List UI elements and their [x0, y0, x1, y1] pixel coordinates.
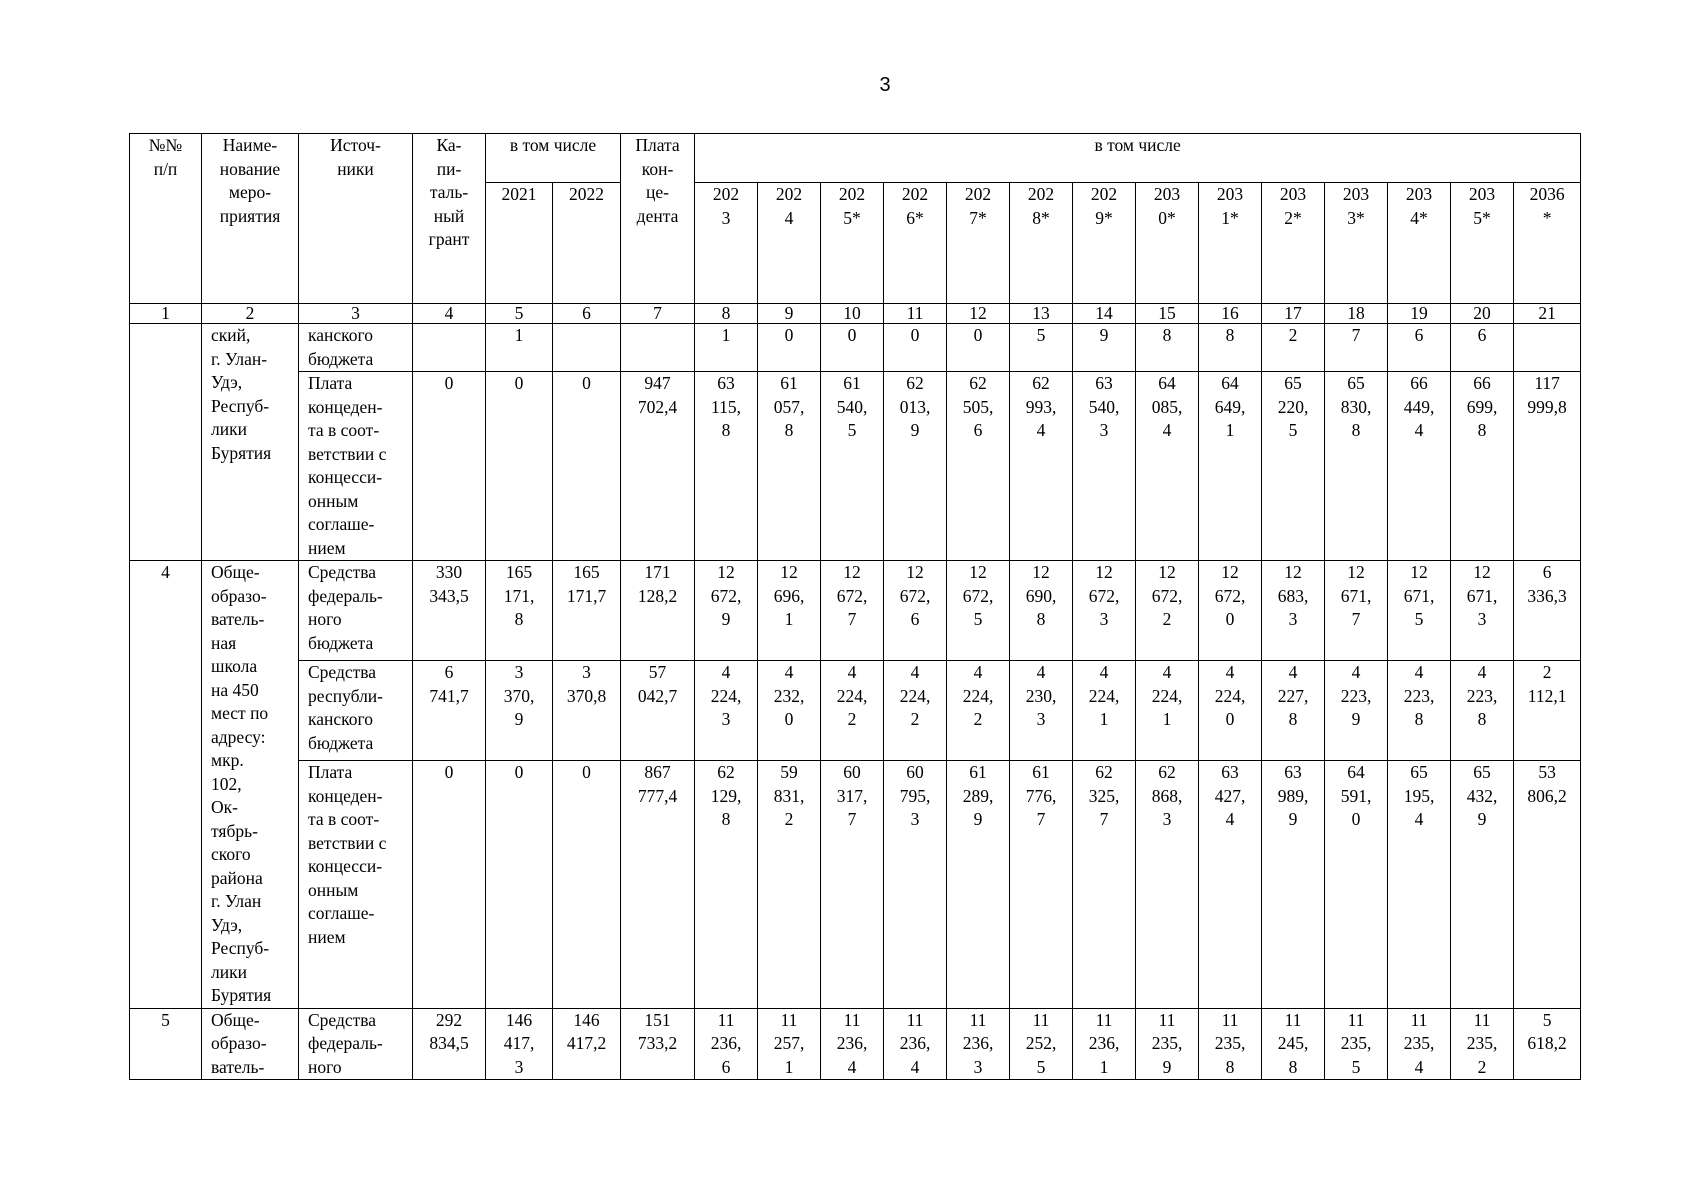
value-cell: 6 — [1388, 324, 1451, 372]
header-year: 203 5* — [1451, 183, 1514, 304]
table-row — [130, 661, 1581, 761]
value-cell: 59 831, 2 — [758, 761, 821, 1008]
value-cell: 63 427, 4 — [1199, 761, 1262, 1008]
funding-source: Средства федераль- ного — [299, 1008, 413, 1080]
value-cell: 12 671, 3 — [1451, 561, 1514, 661]
value-cell: 3 370,8 — [553, 661, 621, 761]
value-cell: 292 834,5 — [413, 1008, 486, 1080]
value-cell: 0 — [884, 324, 947, 372]
value-cell: 65 432, 9 — [1451, 761, 1514, 1008]
value-cell: 0 — [413, 372, 486, 561]
value-cell: 62 129, 8 — [695, 761, 758, 1008]
value-cell: 11 236, 1 — [1073, 1008, 1136, 1080]
value-cell: 61 289, 9 — [947, 761, 1010, 1008]
column-number-row — [130, 304, 1581, 324]
value-cell: 0 — [947, 324, 1010, 372]
value-cell: 0 — [758, 324, 821, 372]
value-cell: 53 806,2 — [1514, 761, 1581, 1008]
header-year: 203 0* — [1136, 183, 1199, 304]
column-number: 1 — [130, 304, 202, 324]
value-cell: 63 115, 8 — [695, 372, 758, 561]
value-cell: 12 672, 6 — [884, 561, 947, 661]
column-number: 12 — [947, 304, 1010, 324]
value-cell: 11 235, 2 — [1451, 1008, 1514, 1080]
value-cell: 11 236, 3 — [947, 1008, 1010, 1080]
value-cell — [413, 324, 486, 372]
funding-source: Средства федераль- ного бюджета — [299, 561, 413, 661]
column-number: 8 — [695, 304, 758, 324]
value-cell: 4 224, 2 — [947, 661, 1010, 761]
value-cell: 66 449, 4 — [1388, 372, 1451, 561]
table-row — [130, 561, 1581, 661]
row-num: 5 — [130, 1008, 202, 1080]
column-number: 3 — [299, 304, 413, 324]
value-cell: 61 057, 8 — [758, 372, 821, 561]
header-payment: Плата кон- це- дента — [621, 134, 695, 304]
funding-source: Средства республи- канского бюджета — [299, 661, 413, 761]
value-cell: 4 232, 0 — [758, 661, 821, 761]
value-cell: 4 227, 8 — [1262, 661, 1325, 761]
table-row — [130, 761, 1581, 1008]
funding-source: Плата концеден- та в соот- ветствии с концесси- онным соглаше- нием — [299, 372, 413, 561]
column-number: 6 — [553, 304, 621, 324]
value-cell: 6 — [1451, 324, 1514, 372]
value-cell: 4 224, 2 — [821, 661, 884, 761]
value-cell: 65 195, 4 — [1388, 761, 1451, 1008]
value-cell: 12 683, 3 — [1262, 561, 1325, 661]
value-cell: 11 257, 1 — [758, 1008, 821, 1080]
value-cell: 62 505, 6 — [947, 372, 1010, 561]
value-cell: 4 223, 8 — [1451, 661, 1514, 761]
value-cell: 11 235, 9 — [1136, 1008, 1199, 1080]
header-year: 2022 — [553, 183, 621, 304]
header-year: 202 8* — [1010, 183, 1073, 304]
value-cell — [621, 324, 695, 372]
header-year: 202 5* — [821, 183, 884, 304]
value-cell: 867 777,4 — [621, 761, 695, 1008]
header-name: Наиме- нование меро- приятия — [202, 134, 299, 304]
value-cell — [553, 324, 621, 372]
value-cell: 64 649, 1 — [1199, 372, 1262, 561]
header-num: №№ п/п — [130, 134, 202, 304]
value-cell: 12 671, 5 — [1388, 561, 1451, 661]
header-year: 203 1* — [1199, 183, 1262, 304]
value-cell: 6 336,3 — [1514, 561, 1581, 661]
value-cell: 4 230, 3 — [1010, 661, 1073, 761]
value-cell: 7 — [1325, 324, 1388, 372]
value-cell: 11 235, 5 — [1325, 1008, 1388, 1080]
header-year: 202 4 — [758, 183, 821, 304]
header-year: 203 4* — [1388, 183, 1451, 304]
value-cell: 66 699, 8 — [1451, 372, 1514, 561]
value-cell: 171 128,2 — [621, 561, 695, 661]
header-year: 2036 * — [1514, 183, 1581, 304]
column-number: 19 — [1388, 304, 1451, 324]
column-number: 5 — [486, 304, 553, 324]
value-cell: 8 — [1199, 324, 1262, 372]
value-cell: 11 235, 8 — [1199, 1008, 1262, 1080]
value-cell: 11 236, 6 — [695, 1008, 758, 1080]
header-year: 203 2* — [1262, 183, 1325, 304]
value-cell: 60 795, 3 — [884, 761, 947, 1008]
value-cell: 0 — [821, 324, 884, 372]
table-row — [130, 372, 1581, 561]
value-cell: 62 868, 3 — [1136, 761, 1199, 1008]
value-cell: 12 672, 7 — [821, 561, 884, 661]
column-number: 20 — [1451, 304, 1514, 324]
value-cell: 6 741,7 — [413, 661, 486, 761]
value-cell: 12 671, 7 — [1325, 561, 1388, 661]
value-cell: 2 — [1262, 324, 1325, 372]
value-cell: 4 224, 1 — [1136, 661, 1199, 761]
value-cell: 151 733,2 — [621, 1008, 695, 1080]
column-number: 7 — [621, 304, 695, 324]
value-cell: 61 540, 5 — [821, 372, 884, 561]
value-cell: 4 224, 1 — [1073, 661, 1136, 761]
value-cell: 65 830, 8 — [1325, 372, 1388, 561]
project-name: Обще- образо- ватель- — [202, 1008, 299, 1080]
value-cell: 57 042,7 — [621, 661, 695, 761]
value-cell: 62 993, 4 — [1010, 372, 1073, 561]
value-cell: 146 417,2 — [553, 1008, 621, 1080]
row-num: 4 — [130, 561, 202, 1009]
value-cell: 165 171, 8 — [486, 561, 553, 661]
value-cell: 64 085, 4 — [1136, 372, 1199, 561]
column-number: 10 — [821, 304, 884, 324]
value-cell: 4 224, 0 — [1199, 661, 1262, 761]
value-cell: 4 224, 3 — [695, 661, 758, 761]
column-number: 18 — [1325, 304, 1388, 324]
budget-table — [129, 133, 1581, 1080]
header-source: Источ- ники — [299, 134, 413, 304]
value-cell: 5 618,2 — [1514, 1008, 1581, 1080]
header-grant: Ка- пи- таль- ный грант — [413, 134, 486, 304]
table-row — [130, 1008, 1581, 1080]
header-year: 202 7* — [947, 183, 1010, 304]
column-number: 15 — [1136, 304, 1199, 324]
funding-source: канского бюджета — [299, 324, 413, 372]
value-cell: 62 325, 7 — [1073, 761, 1136, 1008]
column-number: 21 — [1514, 304, 1581, 324]
value-cell: 8 — [1136, 324, 1199, 372]
header-year: 2021 — [486, 183, 553, 304]
column-number: 4 — [413, 304, 486, 324]
header-year: 202 3 — [695, 183, 758, 304]
value-cell: 947 702,4 — [621, 372, 695, 561]
value-cell: 11 245, 8 — [1262, 1008, 1325, 1080]
project-name: Обще- образо- ватель- ная школа на 450 мест по адресу: мкр. 102, Ок- тябрь- ского района г. Улан Удэ, Респуб- лики Бурятия — [202, 561, 299, 1009]
column-number: 14 — [1073, 304, 1136, 324]
value-cell: 11 236, 4 — [884, 1008, 947, 1080]
column-number: 13 — [1010, 304, 1073, 324]
value-cell: 12 672, 5 — [947, 561, 1010, 661]
value-cell: 0 — [486, 761, 553, 1008]
value-cell: 4 223, 8 — [1388, 661, 1451, 761]
value-cell: 63 540, 3 — [1073, 372, 1136, 561]
value-cell: 11 235, 4 — [1388, 1008, 1451, 1080]
value-cell: 4 223, 9 — [1325, 661, 1388, 761]
value-cell: 12 690, 8 — [1010, 561, 1073, 661]
column-number: 2 — [202, 304, 299, 324]
row-num — [130, 324, 202, 561]
value-cell: 12 672, 2 — [1136, 561, 1199, 661]
value-cell: 65 220, 5 — [1262, 372, 1325, 561]
value-cell: 0 — [413, 761, 486, 1008]
value-cell: 61 776, 7 — [1010, 761, 1073, 1008]
table-row — [130, 324, 1581, 372]
value-cell: 117 999,8 — [1514, 372, 1581, 561]
project-name: ский, г. Улан- Удэ, Респуб- лики Бурятия — [202, 324, 299, 561]
value-cell: 12 672, 0 — [1199, 561, 1262, 661]
column-number: 11 — [884, 304, 947, 324]
value-cell: 2 112,1 — [1514, 661, 1581, 761]
header-in-that-number-2: в том числе — [695, 134, 1581, 183]
column-number: 17 — [1262, 304, 1325, 324]
header-year: 203 3* — [1325, 183, 1388, 304]
value-cell: 0 — [553, 372, 621, 561]
value-cell: 0 — [553, 761, 621, 1008]
value-cell: 60 317, 7 — [821, 761, 884, 1008]
value-cell: 5 — [1010, 324, 1073, 372]
value-cell: 165 171,7 — [553, 561, 621, 661]
value-cell: 1 — [695, 324, 758, 372]
column-number: 16 — [1199, 304, 1262, 324]
header-year: 202 6* — [884, 183, 947, 304]
value-cell: 3 370, 9 — [486, 661, 553, 761]
value-cell: 11 252, 5 — [1010, 1008, 1073, 1080]
header-in-that-number-1: в том числе — [486, 134, 621, 183]
page-number: 3 — [879, 74, 891, 96]
value-cell: 63 989, 9 — [1262, 761, 1325, 1008]
column-number: 9 — [758, 304, 821, 324]
value-cell: 4 224, 2 — [884, 661, 947, 761]
value-cell — [1514, 324, 1581, 372]
value-cell: 1 — [486, 324, 553, 372]
value-cell: 146 417, 3 — [486, 1008, 553, 1080]
funding-source: Плата концеден- та в соот- ветствии с концесси- онным соглаше- нием — [299, 761, 413, 1008]
value-cell: 0 — [486, 372, 553, 561]
value-cell: 9 — [1073, 324, 1136, 372]
value-cell: 64 591, 0 — [1325, 761, 1388, 1008]
value-cell: 330 343,5 — [413, 561, 486, 661]
value-cell: 62 013, 9 — [884, 372, 947, 561]
value-cell: 12 696, 1 — [758, 561, 821, 661]
header-year: 202 9* — [1073, 183, 1136, 304]
value-cell: 12 672, 9 — [695, 561, 758, 661]
value-cell: 11 236, 4 — [821, 1008, 884, 1080]
value-cell: 12 672, 3 — [1073, 561, 1136, 661]
